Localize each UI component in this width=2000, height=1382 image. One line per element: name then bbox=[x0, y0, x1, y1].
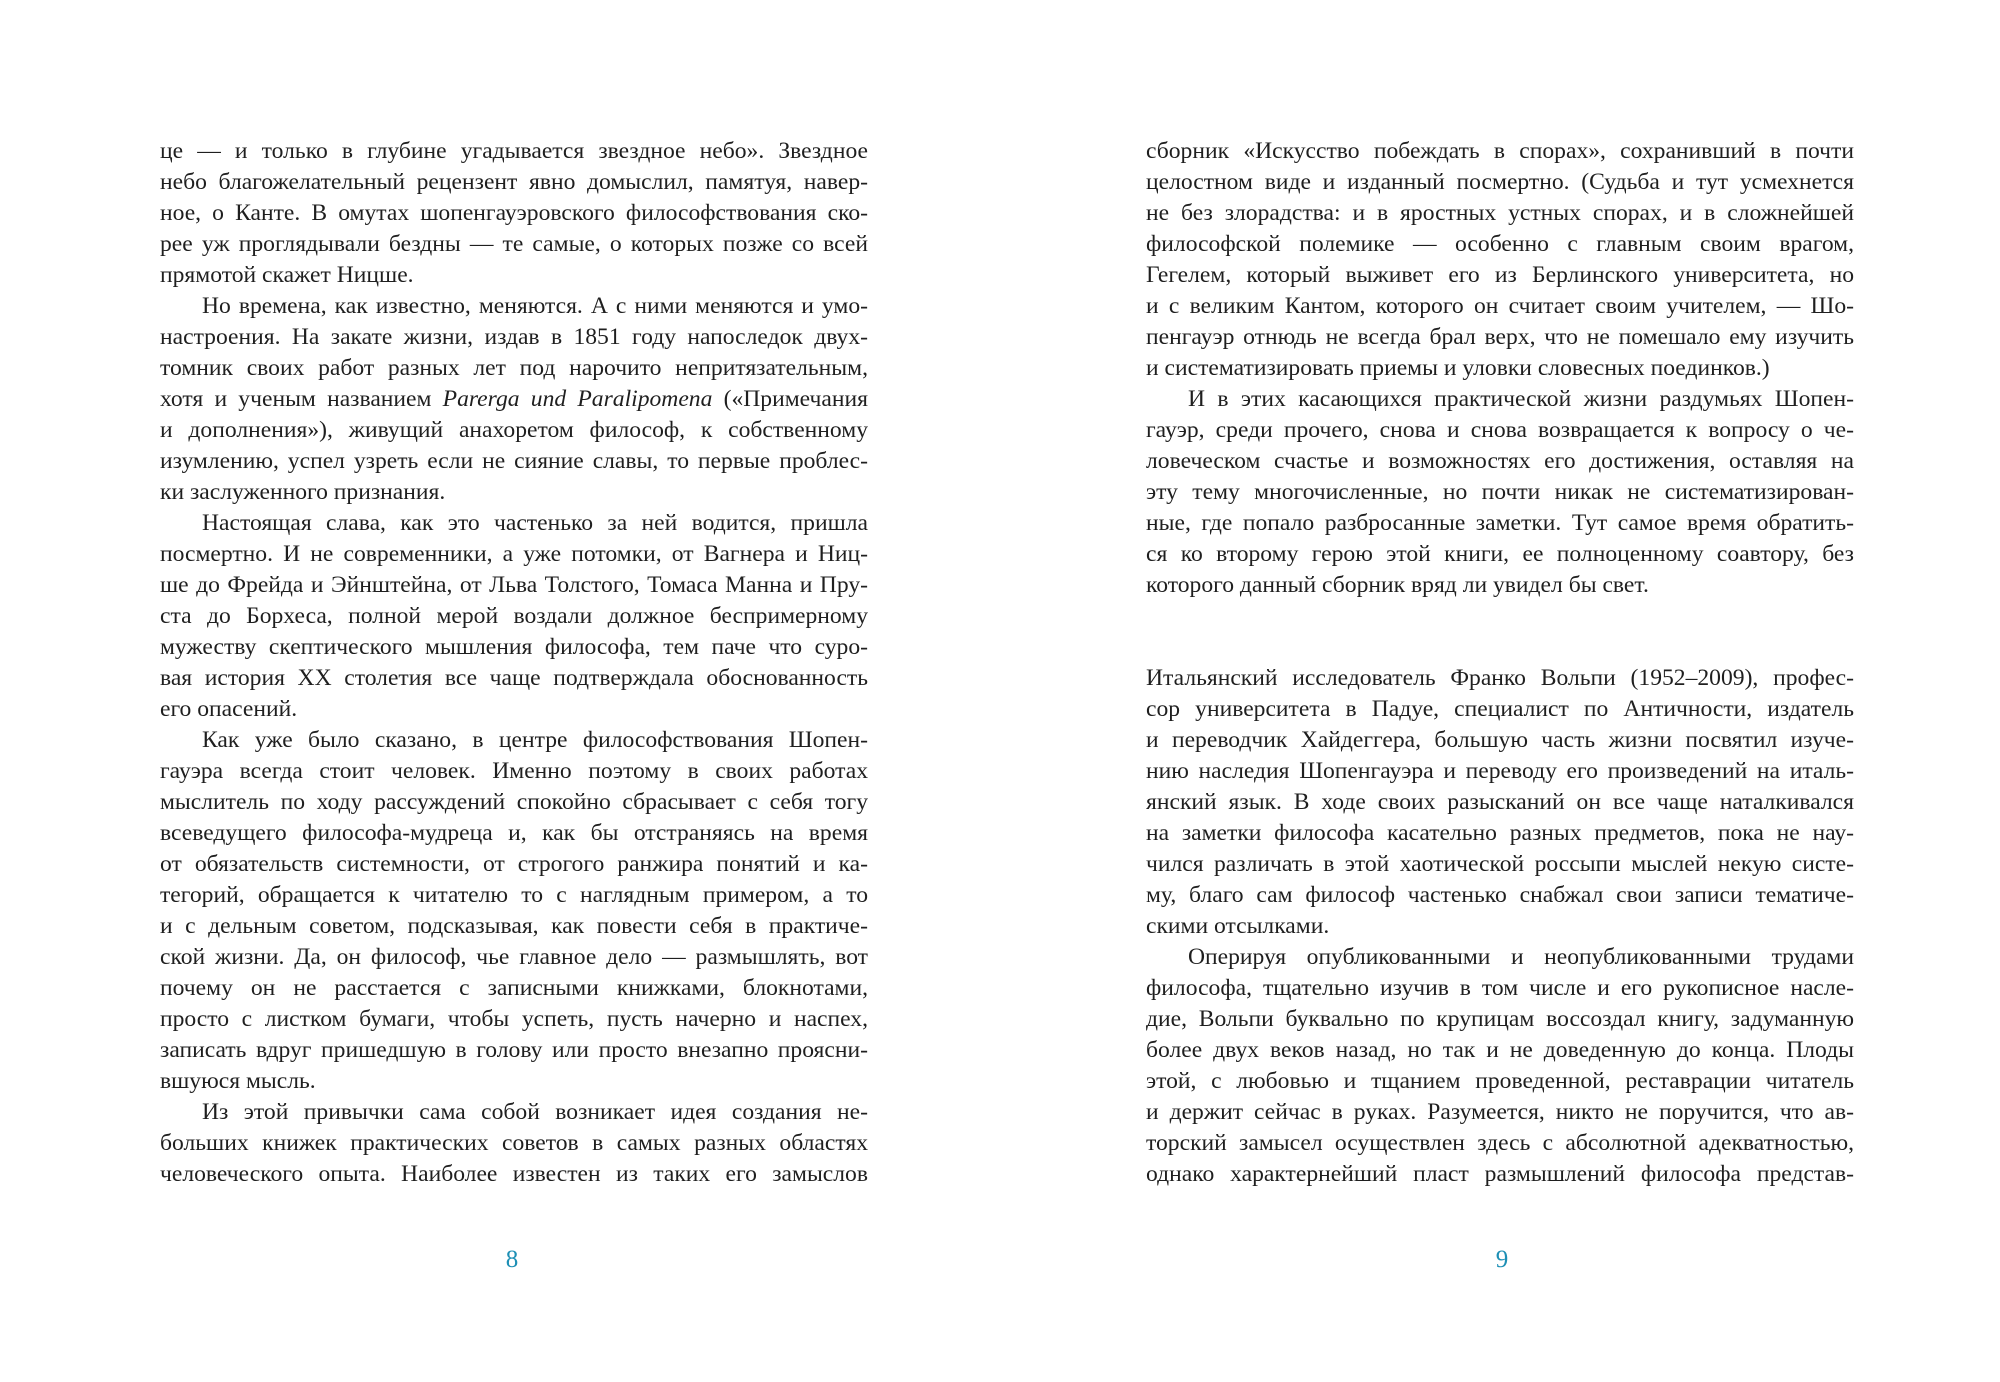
text-line: ста до Борхеса, полной мерой воздали должное беспримерному bbox=[160, 603, 868, 629]
text-line: тегорий, обращается к читателю то с наглядным примером, а то bbox=[160, 882, 868, 908]
text-line: Как уже было сказано, в центре философствования Шопен- bbox=[202, 727, 868, 753]
text-line: ше до Фрейда и Эйнштейна, от Льва Толстого, Томаса Манна и Пру- bbox=[160, 572, 868, 598]
page-number-left: 8 bbox=[505, 1246, 519, 1273]
text-line: ные, где попало разбросанные заметки. Тут самое время обратить- bbox=[1146, 510, 1854, 536]
text-line: от обязательств системности, от строгого ранжира понятий и ка- bbox=[160, 851, 868, 877]
text-line: ской жизни. Да, он философ, чье главное дело — размышлять, вот bbox=[160, 944, 868, 970]
right-page-text-top bbox=[1146, 136, 1854, 601]
text-line: и систематизировать приемы и уловки словесных поединков.) bbox=[1146, 355, 1770, 381]
text-line: ное, о Канте. В омутах шопенгауэровского философствования ско- bbox=[160, 200, 868, 226]
text-line: изумлению, успел узреть если не сияние славы, то первые проблес- bbox=[160, 448, 868, 474]
text-line: целостном виде и изданный посмертно. (Судьба и тут усмехнется bbox=[1146, 169, 1854, 195]
text-line: хотя и ученым названием Parerga und Paralipomena («Примечания bbox=[160, 386, 868, 412]
text-line: Настоящая слава, как это частенько за ней водится, пришла bbox=[202, 510, 868, 536]
text-line: И в этих касающихся практической жизни раздумьях Шопен- bbox=[1188, 386, 1854, 412]
page-number-right: 9 bbox=[1495, 1246, 1509, 1273]
text-line: томник своих работ разных лет под нарочито непритязательным, bbox=[160, 355, 868, 381]
text-line: философа, тщательно изучив в том числе и его рукописное насле- bbox=[1146, 975, 1854, 1001]
text-line: и с великим Кантом, которого он считает своим учителем, — Шо- bbox=[1146, 293, 1854, 319]
right-page-text-bottom bbox=[1146, 663, 1854, 1190]
text-line: философской полемике — особенно с главным своим врагом, bbox=[1146, 231, 1854, 257]
text-line: которого данный сборник вряд ли увидел бы свет. bbox=[1146, 572, 1649, 598]
text-line: больших книжек практических советов в самых разных областях bbox=[160, 1130, 868, 1156]
text-line: этой, с любовью и тщанием проведенной, реставрации читатель bbox=[1146, 1068, 1854, 1094]
text-line: дие, Вольпи буквально по крупицам воссоздал книгу, задуманную bbox=[1146, 1006, 1854, 1032]
section-break bbox=[1146, 601, 1854, 663]
left-page-text bbox=[160, 136, 868, 1190]
text-line: пенгауэр отнюдь не всегда брал верх, что не помешало ему изучить bbox=[1146, 324, 1854, 350]
text-line: це — и только в глубине угадывается звездное небо». Звездное bbox=[160, 138, 868, 164]
text-line: ки заслуженного признания. bbox=[160, 479, 446, 505]
text-line: на заметки философа касательно разных предметов, пока не нау- bbox=[1146, 820, 1854, 846]
text-line: записать вдруг пришедшую в голову или просто внезапно проясни- bbox=[160, 1037, 868, 1063]
text-line: его опасений. bbox=[160, 696, 298, 722]
text-line: нию наследия Шопенгауэра и переводу его произведений на италь- bbox=[1146, 758, 1854, 784]
text-line: янский язык. В ходе своих разысканий он все чаще наталкивался bbox=[1146, 789, 1854, 815]
text-line: посмертно. И не современники, а уже потомки, от Вагнера и Ниц- bbox=[160, 541, 868, 567]
text-line: не без злорадства: и в яростных устных спорах, и в сложнейшей bbox=[1146, 200, 1854, 226]
text-line: всеведущего философа-мудреца и, как бы отстраняясь на время bbox=[160, 820, 868, 846]
text-line: му, благо сам философ частенько снабжал свои записи тематиче- bbox=[1146, 882, 1854, 908]
text-line: Гегелем, который выживет его из Берлинского университета, но bbox=[1146, 262, 1854, 288]
text-line: скими отсылками. bbox=[1146, 913, 1330, 939]
text-line: и дополнения»), живущий анахоретом философ, к собственному bbox=[160, 417, 868, 443]
text-line: торский замысел осуществлен здесь с абсолютной адекватностью, bbox=[1146, 1130, 1854, 1156]
text-line: почему он не расстается с записными книжками, блокнотами, bbox=[160, 975, 868, 1001]
text-line: мыслитель по ходу рассуждений спокойно сбрасывает с себя тогу bbox=[160, 789, 868, 815]
text-line: сор университета в Падуе, специалист по Античности, издатель bbox=[1146, 696, 1854, 722]
text-line: вшуюся мысль. bbox=[160, 1068, 316, 1094]
text-line: более двух веков назад, но так и не доведенную до конца. Плоды bbox=[1146, 1037, 1854, 1063]
text-line: ловеческом счастье и возможностях его достижения, оставляя на bbox=[1146, 448, 1854, 474]
text-line: просто с листком бумаги, чтобы успеть, пусть начерно и наспех, bbox=[160, 1006, 868, 1032]
text-line: чился различать в этой хаотической россыпи мыслей некую систе- bbox=[1146, 851, 1854, 877]
text-line: Но времена, как известно, меняются. А с ними меняются и умо- bbox=[202, 293, 868, 319]
text-line: эту тему многочисленные, но почти никак не систематизирован- bbox=[1146, 479, 1854, 505]
text-line: Из этой привычки сама собой возникает идея создания не- bbox=[202, 1099, 868, 1125]
text-line: и с дельным советом, подсказывая, как повести себя в практиче- bbox=[160, 913, 868, 939]
right-page-text bbox=[1146, 136, 1854, 1190]
text-line: рее уж проглядывали бездны — те самые, о которых позже со всей bbox=[160, 231, 868, 257]
text-line: Оперируя опубликованными и неопубликованными трудами bbox=[1188, 944, 1854, 970]
text-line: настроения. На закате жизни, издав в 1851 году напоследок двух- bbox=[160, 324, 868, 350]
text-line: ся ко второму герою этой книги, ее полноценному соавтору, без bbox=[1146, 541, 1854, 567]
text-line: сборник «Искусство побеждать в спорах», сохранивший в почти bbox=[1146, 138, 1854, 164]
text-line: гауэр, среди прочего, снова и снова возвращается к вопросу о че- bbox=[1146, 417, 1854, 443]
text-line: мужеству скептического мышления философа, тем паче что суро- bbox=[160, 634, 868, 660]
right-page bbox=[1000, 0, 2000, 1382]
text-line: человеческого опыта. Наиболее известен из таких его замыслов bbox=[160, 1161, 868, 1187]
text-line: Итальянский исследователь Франко Вольпи (1952–2009), профес- bbox=[1146, 665, 1854, 691]
text-line: однако характернейший пласт размышлений философа представ- bbox=[1146, 1161, 1854, 1187]
text-line: гауэра всегда стоит человек. Именно поэтому в своих работах bbox=[160, 758, 868, 784]
text-line: прямотой скажет Ницше. bbox=[160, 262, 414, 288]
text-line: небо благожелательный рецензент явно домыслил, памятуя, навер- bbox=[160, 169, 868, 195]
text-line: и держит сейчас в руках. Разумеется, никто не поручится, что ав- bbox=[1146, 1099, 1854, 1125]
text-line: вая история XX столетия все чаще подтверждала обоснованность bbox=[160, 665, 868, 691]
text-line: и переводчик Хайдеггера, большую часть жизни посвятил изуче- bbox=[1146, 727, 1854, 753]
